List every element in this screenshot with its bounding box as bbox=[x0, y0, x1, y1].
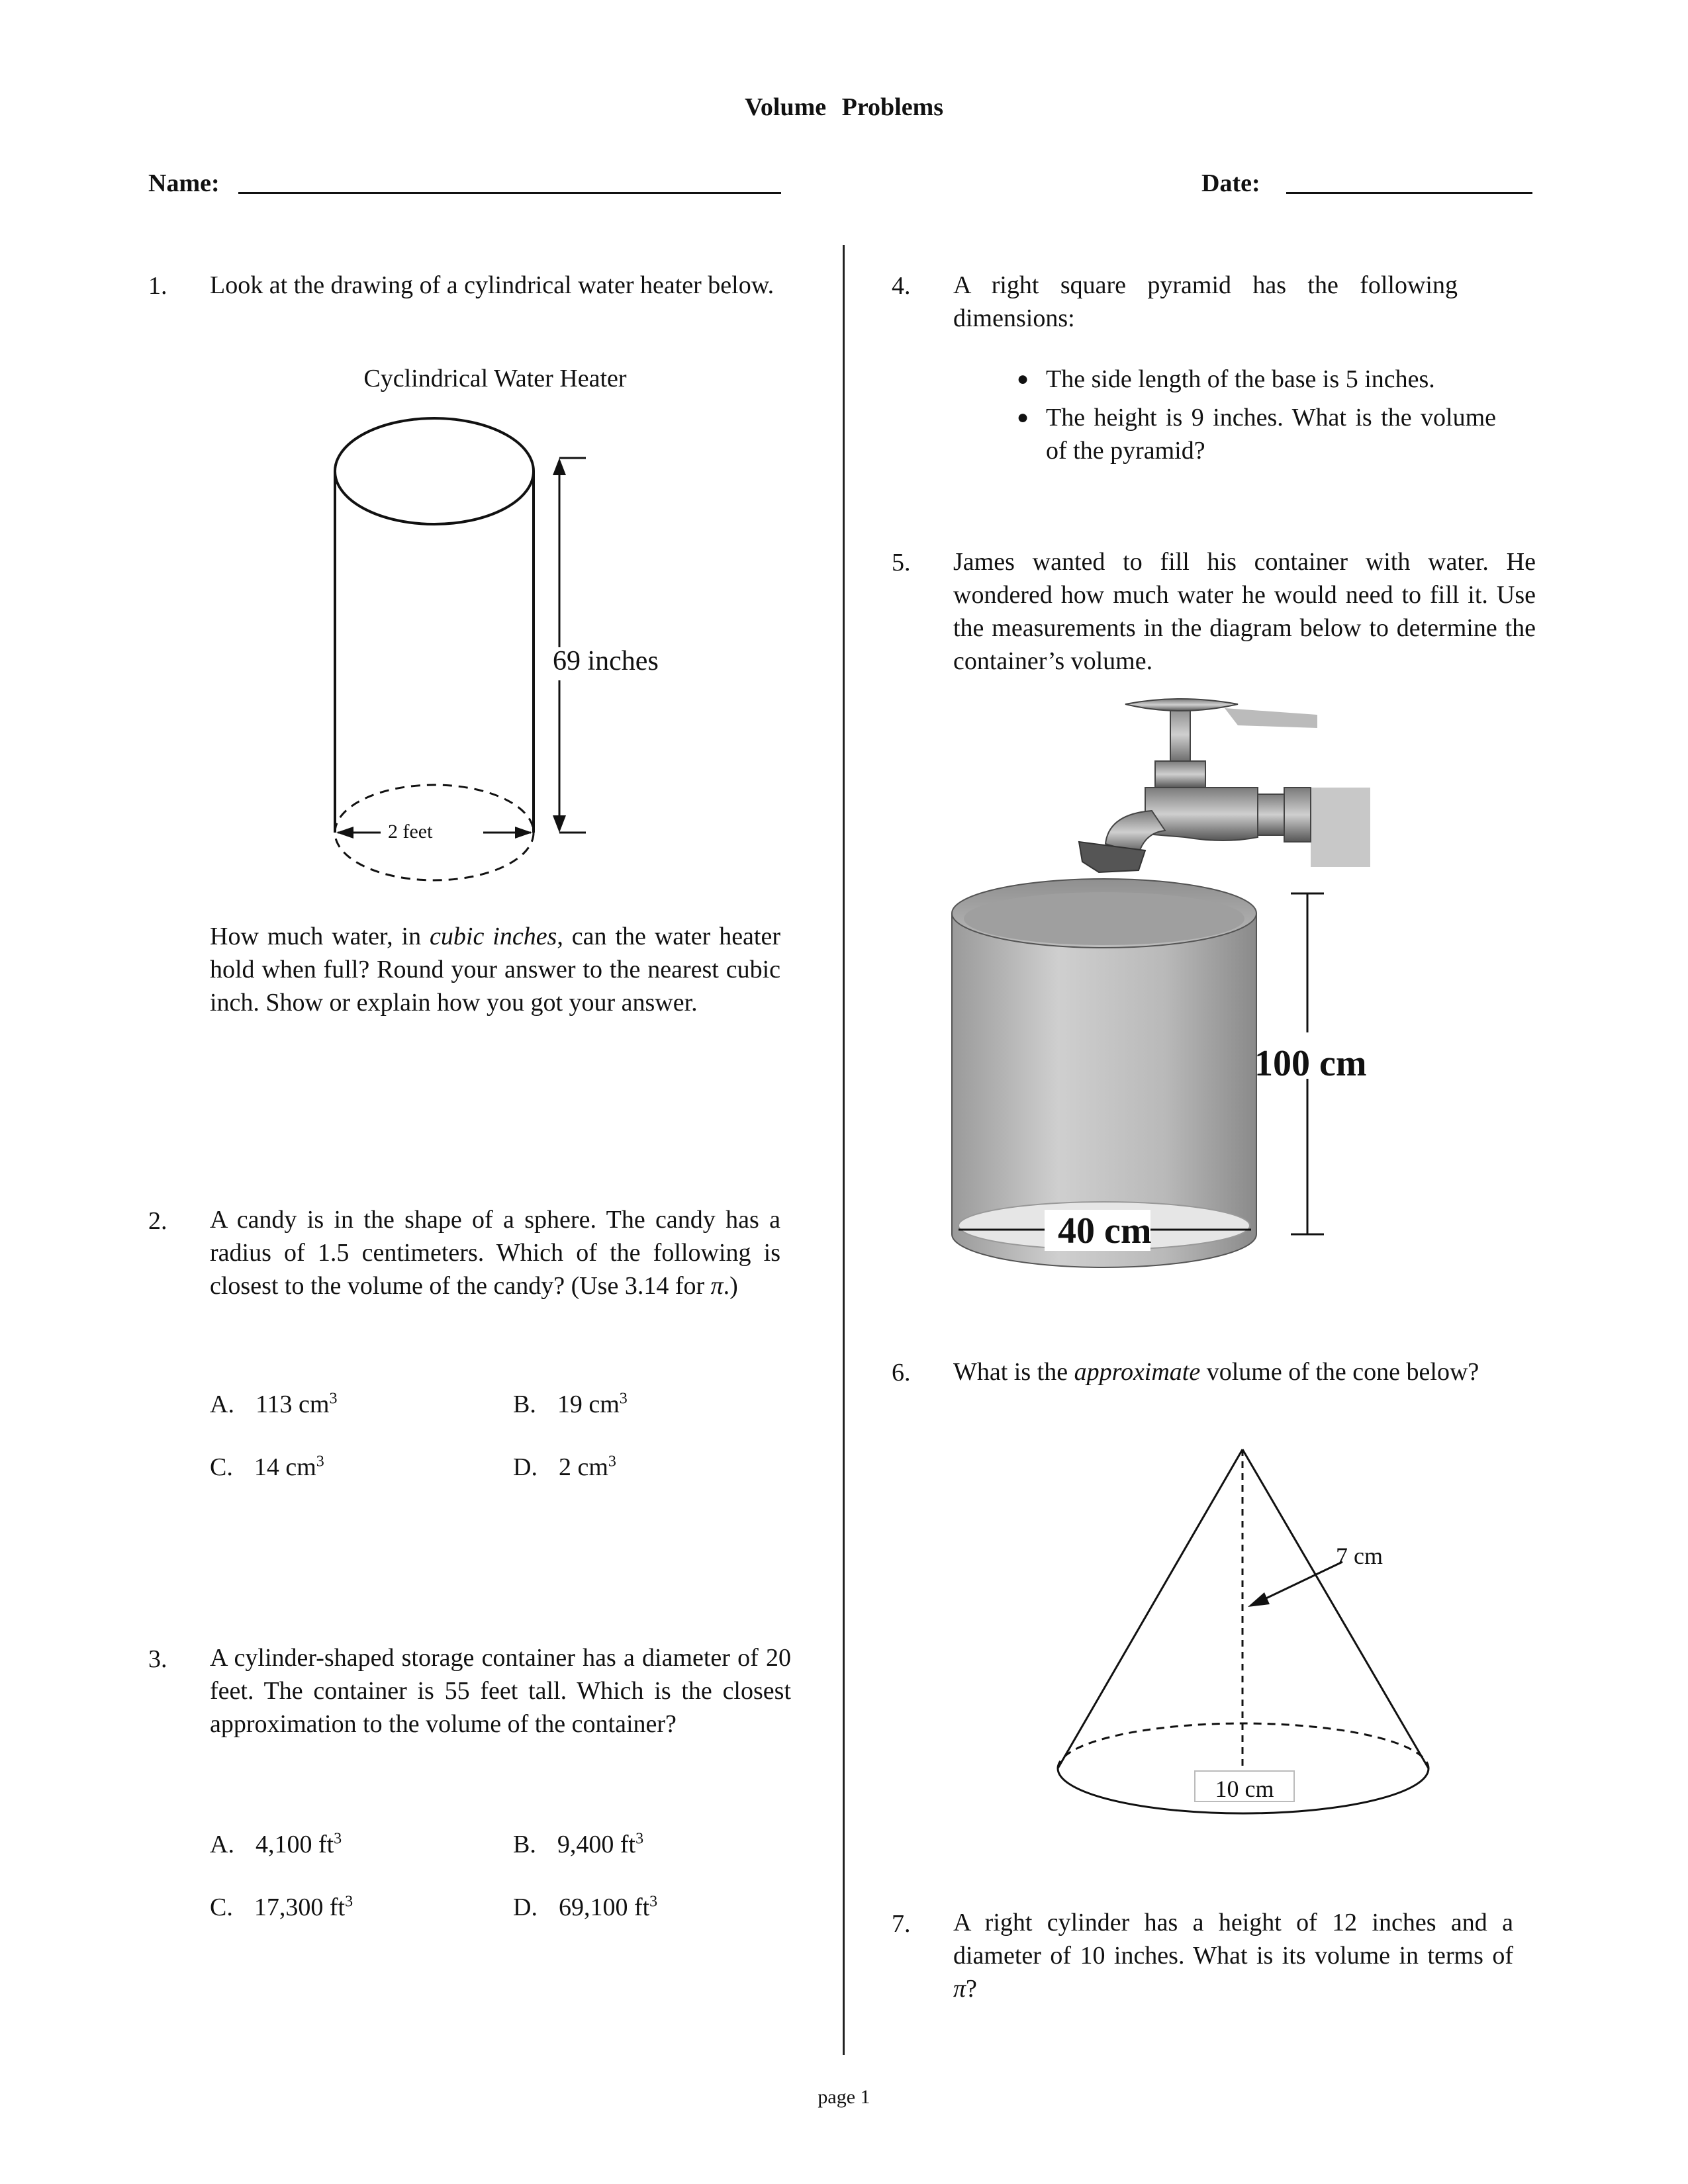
q2-choice-d[interactable]: D. 2 $cm^3$ bbox=[513, 1453, 616, 1481]
page-title: Volume Problems bbox=[744, 93, 944, 121]
q2-question-text: A candy is in the shape of a sphere. The candy has a radius of 1.5 centimeters. Which of the following is closest to the volume of the candy? (Use 3.14 for π.) bbox=[210, 1206, 780, 1300]
q6-question-text: What is the approximate volume of the cone below? bbox=[953, 1358, 1479, 1386]
q7-question-text: A right cylinder has a height of 12 inches and a diameter of 10 inches. What is its volume in terms of π? bbox=[953, 1909, 1513, 2003]
q3-question-text: A cylinder-shaped storage container has a diameter of 20 feet. The container is 55 feet tall. Which is the closest approximation to the volume of the container? bbox=[210, 1644, 791, 1738]
q4-bullet-2: ● The height is 9 inches. What is the volume of the pyramid? bbox=[1017, 404, 1496, 465]
q1-intro: Look at the drawing of a cylindrical water heater below. bbox=[210, 271, 774, 299]
q6-diameter-label: 10 cm bbox=[1215, 1776, 1274, 1802]
q1-question-text: How much water, in cubic inches, can the water heater hold when full? Round your answer to the nearest cubic inch. Show or explain how you got your answer. bbox=[210, 923, 781, 1017]
q1-number: 1. bbox=[148, 272, 167, 300]
q3-choice-d[interactable]: D. 69,100 $ft^3$ bbox=[513, 1893, 658, 1921]
q1-diameter-label: 2 feet bbox=[388, 821, 433, 842]
q4-question-text: A right square pyramid has the following dimensions: bbox=[953, 271, 1458, 332]
q1-figure-caption: Cyclindrical Water Heater bbox=[363, 365, 627, 392]
name-blank-line[interactable] bbox=[238, 192, 781, 194]
q6-number: 6. bbox=[892, 1359, 911, 1387]
q2-number: 2. bbox=[148, 1207, 167, 1235]
q3-choice-a[interactable]: A. 4,100 $ft^3$ bbox=[210, 1830, 342, 1858]
q5-diameter-label: 40 cm bbox=[1058, 1210, 1152, 1251]
q2-choice-c[interactable]: C. 14 $cm^3$ bbox=[210, 1453, 324, 1481]
q3-choice-c[interactable]: C. 17,300 $ft^3$ bbox=[210, 1893, 353, 1921]
q3-choice-b[interactable]: B. 9,400 $ft^3$ bbox=[513, 1830, 644, 1858]
page-number: page 1 bbox=[818, 2086, 870, 2108]
q3-number: 3. bbox=[148, 1645, 167, 1673]
q4-bullet-1: ● The side length of the base is 5 inches. bbox=[1017, 365, 1435, 393]
q6-height-label: 7 cm bbox=[1336, 1543, 1383, 1569]
column-divider bbox=[843, 245, 845, 2055]
q6-cone-diagram bbox=[1046, 1443, 1443, 1827]
date-blank-line[interactable] bbox=[1286, 192, 1532, 194]
q5-container-diagram bbox=[947, 688, 1423, 1284]
name-label: Name: bbox=[148, 169, 220, 197]
q7-number: 7. bbox=[892, 1910, 911, 1938]
q5-number: 5. bbox=[892, 549, 911, 576]
q5-question-text: James wanted to fill his container with water. He wondered how much water he would need to fill it. Use the measurements in the diagram below to determine the container’s volume. bbox=[953, 548, 1536, 675]
q2-choice-b[interactable]: B. 19 $cm^3$ bbox=[513, 1390, 628, 1418]
q1-height-label: 69 inches bbox=[553, 646, 659, 676]
q4-number: 4. bbox=[892, 272, 911, 300]
q2-choice-a[interactable]: A. 113 $cm^3$ bbox=[210, 1390, 338, 1418]
date-label: Date: bbox=[1201, 169, 1260, 197]
q5-height-label: 100 cm bbox=[1254, 1043, 1367, 1084]
